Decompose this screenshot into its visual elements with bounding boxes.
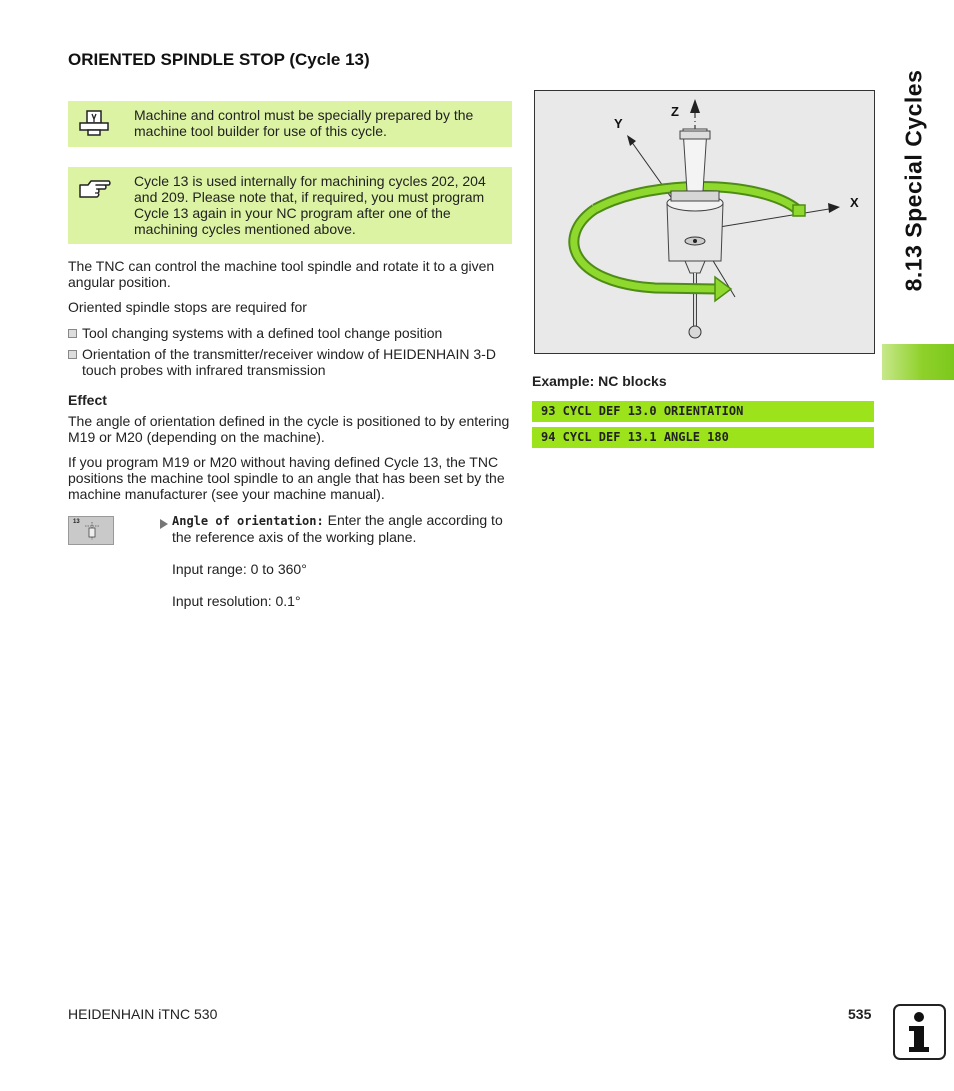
list-item-text: Tool changing systems with a defined tool change position — [82, 325, 443, 341]
example-title: Example: NC blocks — [532, 373, 667, 389]
y-axis-label: Y — [614, 116, 623, 131]
spindle-icon — [83, 521, 101, 541]
effect-paragraph-1: The angle of orientation defined in the cycle is positioned to by entering M19 or M20 (depending on the machine). — [68, 413, 510, 445]
section-title: ORIENTED SPINDLE STOP (Cycle 13) — [68, 50, 370, 69]
required-paragraph: Oriented spindle stops are required for — [68, 299, 307, 315]
list-item-text: Orientation of the transmitter/receiver window of HEIDENHAIN 3-D touch probes with infrared transmission — [82, 346, 496, 378]
machine-note-text: Machine and control must be specially prepared by the machine tool builder for use of this cycle. — [134, 107, 474, 139]
list-item — [68, 346, 512, 378]
square-bullet-icon — [68, 329, 77, 338]
triangle-bullet-icon — [160, 516, 168, 532]
hand-pointer-icon — [78, 177, 110, 205]
info-note-text: Cycle 13 is used internally for machining cycles 202, 204 and 209. Please note that, if required, you must program Cycle 13 again in your NC program after one of the machining cycles mentioned above. — [134, 173, 486, 237]
nc-block — [532, 401, 874, 422]
machine-note — [68, 101, 512, 147]
input-range: Input range: 0 to 360° — [172, 561, 307, 577]
chapter-tab — [882, 344, 954, 380]
spindle-illustration — [535, 91, 874, 353]
input-resolution: Input resolution: 0.1° — [172, 593, 301, 609]
intro-paragraph: The TNC can control the machine tool spindle and rotate it to a given angular position. — [68, 258, 495, 290]
parameter-text: Enter the angle according to the reference axis of the working plane. — [172, 512, 503, 545]
info-icon — [893, 1004, 946, 1060]
square-bullet-icon — [68, 350, 77, 359]
parameter-name: Angle of orientation: — [172, 514, 324, 528]
machine-icon — [78, 109, 110, 137]
cycle-13-softkey[interactable] — [68, 516, 114, 545]
nc-block — [532, 427, 874, 448]
page-number: 535 — [848, 1006, 872, 1022]
nc-block-text: 94 CYCL DEF 13.1 ANGLE 180 — [541, 430, 729, 444]
z-axis-label: Z — [671, 104, 679, 119]
effect-heading: Effect — [68, 392, 107, 408]
chapter-label — [874, 60, 954, 300]
parameter-description — [158, 512, 513, 609]
effect-paragraph-2: If you program M19 or M20 without having defined Cycle 13, the TNC positions the machine tool spindle to an angle that has been set by the machine manufacturer (see your machine manual). — [68, 454, 505, 502]
list-item — [68, 325, 512, 341]
softkey-label: 13 — [73, 519, 80, 525]
info-note — [68, 167, 512, 244]
x-axis-label: X — [850, 195, 859, 210]
spindle-figure — [534, 90, 875, 354]
chapter-title: 8.13 Special Cycles — [900, 69, 927, 291]
nc-block-text: 93 CYCL DEF 13.0 ORIENTATION — [541, 404, 744, 418]
footer-manual: HEIDENHAIN iTNC 530 — [68, 1006, 218, 1022]
